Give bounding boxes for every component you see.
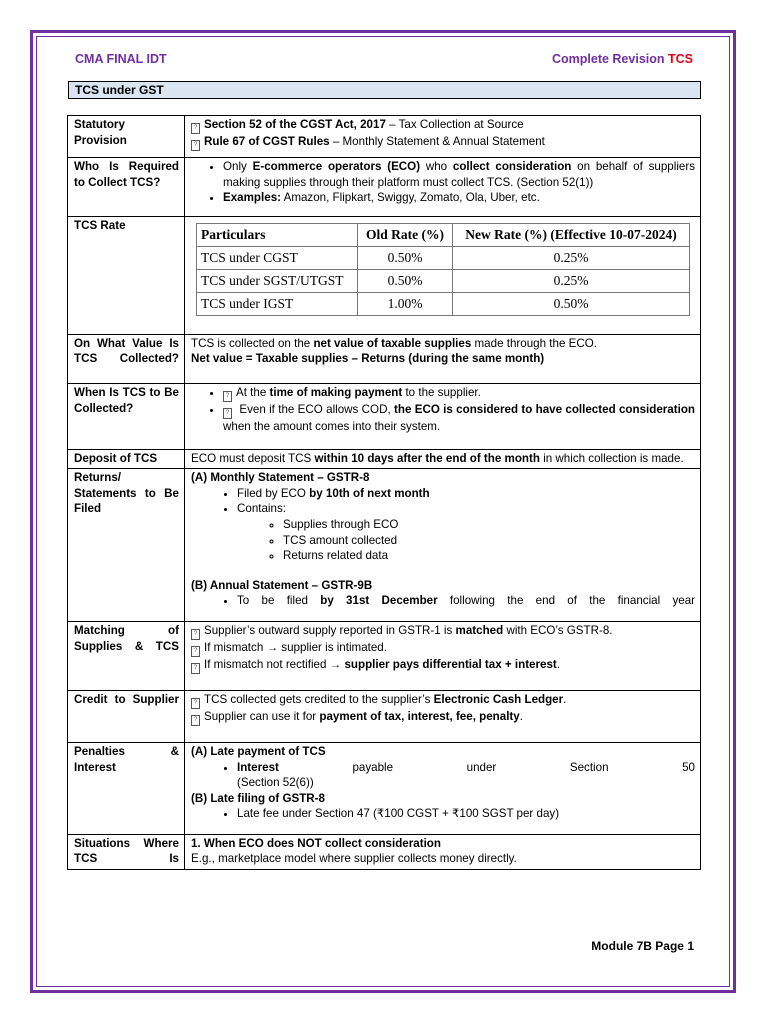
matching-line-1: [191, 623, 695, 640]
value-line-1: [191, 336, 695, 352]
matching-line-3: [191, 657, 695, 674]
label-statutory: Statutory Provision: [68, 116, 185, 158]
credit-line-1: [191, 692, 695, 709]
returns-a-bullet-2: [237, 501, 695, 563]
credit-l1-post: .: [563, 692, 567, 706]
rate-cell: 0.50%: [358, 269, 453, 292]
content-matching: [185, 621, 701, 690]
row-situations: [68, 834, 701, 869]
who-b1-post: on behalf of suppliers making supplies through their platform must collect TCS. (Section 52(1)): [223, 160, 696, 189]
when-b2-pre: Even if the ECO allows COD,: [239, 402, 394, 416]
returns-sub-list: [237, 517, 695, 564]
checkbox-icon: ?: [191, 646, 200, 657]
content-who: [185, 158, 701, 217]
returns-sub-item: ◦ TCS amount collected: [283, 533, 695, 549]
who-b1-pre: Only: [223, 160, 253, 173]
statutory-item-1-bold: Section 52 of the CGST Act, 2017: [204, 118, 386, 131]
deposit-post: in which collection is made.: [539, 451, 684, 465]
who-b2-rest: Amazon, Flipkart, Swiggy, Zomato, Ola, Uber, etc.: [281, 191, 540, 205]
penalties-b-bullet: • Late fee under Section 47 (₹100 CGST + ₹100 SGST per day): [237, 806, 695, 822]
label-rate: TCS Rate: [68, 216, 185, 334]
penalties-a-head: (A) Late payment of TCS: [191, 744, 326, 758]
who-bullet-2: [223, 190, 695, 206]
rate-cell: 1.00%: [358, 292, 453, 315]
matching-l3-pre: If mismatch not rectified →: [204, 657, 345, 671]
returns-b-head: (B) Annual Statement – GSTR-9B: [191, 578, 373, 592]
row-deposit: [68, 449, 701, 469]
checkbox-icon: ?: [191, 698, 200, 709]
returns-b-bullet-1: [237, 593, 695, 609]
rate-cell: TCS under CGST: [197, 246, 358, 269]
returns-a-b1-bold: by 10th of next month: [309, 486, 430, 500]
matching-l3-bold: supplier pays differential tax + interest: [344, 657, 557, 671]
value-l1-bold: net value of taxable supplies: [313, 336, 472, 350]
penalties-word: 50: [682, 760, 695, 774]
rate-cell: 0.50%: [358, 246, 453, 269]
label-credit: Credit to Supplier: [68, 690, 185, 742]
rate-cell: TCS under SGST/UTGST: [197, 269, 358, 292]
checkbox-icon: ?: [223, 391, 232, 402]
checkbox-icon: ?: [191, 140, 200, 151]
content-value: [185, 334, 701, 383]
content-credit: [185, 690, 701, 742]
credit-l1-bold: Electronic Cash Ledger: [433, 692, 564, 706]
penalties-word: • Interest: [237, 760, 279, 774]
matching-l1-bold: matched: [455, 623, 504, 637]
checkbox-icon: ?: [191, 663, 200, 674]
returns-sub-item: ◦ Supplies through ECO: [283, 517, 695, 533]
label-returns: Returns/ Statements to Be Filed: [68, 469, 185, 622]
statutory-item-1: [191, 117, 695, 134]
row-penalties: [68, 742, 701, 834]
row-value: [68, 334, 701, 383]
returns-b-b1-bold: by 31st December: [320, 594, 438, 608]
row-matching: [68, 621, 701, 690]
when-b2-post: when the amount comes into their system.: [223, 419, 441, 433]
penalties-a-list: [191, 760, 695, 791]
tcs-table: [67, 115, 701, 870]
returns-a-list: [191, 486, 695, 564]
checkbox-icon: ?: [223, 408, 232, 419]
returns-b-list: [191, 593, 695, 609]
situations-head: 1. When ECO does NOT collect consideration: [191, 836, 441, 850]
page-footer: Module 7B Page 1: [591, 939, 694, 953]
rate-table: [196, 223, 690, 316]
when-b1-pre: At the: [236, 385, 270, 399]
returns-sub-item: ◦ Returns related data: [283, 548, 695, 564]
content-statutory: [185, 116, 701, 158]
returns-a-b1-pre: Filed by ECO: [237, 486, 310, 500]
value-line-2: Net value = Taxable supplies – Returns (during the same month): [191, 352, 545, 366]
who-b1-mid: who: [420, 160, 453, 173]
when-bullet-1: [223, 385, 695, 402]
who-b2-bold: Examples:: [223, 191, 281, 205]
who-bullet-1: [223, 159, 695, 190]
who-b1-bold1: E-commerce operators (ECO): [252, 160, 421, 173]
content-when: [185, 383, 701, 449]
header-left: CMA FINAL IDT: [75, 52, 167, 66]
header-right-prefix: Complete Revision: [551, 52, 665, 66]
row-who: [68, 158, 701, 217]
rate-row-sgst: [197, 269, 690, 292]
label-penalties: Penalties & Interest: [68, 742, 185, 834]
returns-a-head: (A) Monthly Statement – GSTR-8: [191, 471, 370, 485]
penalties-b-list: [191, 806, 695, 822]
checkbox-icon: ?: [191, 123, 200, 134]
when-bullet-2: [223, 402, 695, 435]
rate-header-old: Old Rate (%): [358, 223, 453, 246]
rate-row-igst: [197, 292, 690, 315]
when-b1-bold: time of making payment: [269, 385, 403, 399]
matching-l3-post: .: [556, 657, 561, 671]
label-when: When Is TCS to Be Collected?: [68, 383, 185, 449]
penalties-word: payable: [352, 760, 394, 774]
who-b1-bold2: collect consideration: [452, 160, 572, 173]
row-when: [68, 383, 701, 449]
row-credit: [68, 690, 701, 742]
penalties-b-head: (B) Late filing of GSTR-8: [191, 791, 325, 805]
matching-line-2: [191, 640, 695, 657]
credit-l1-pre: TCS collected gets credited to the supplier’s: [204, 692, 434, 706]
rate-cell: 0.25%: [453, 269, 690, 292]
returns-b-b1-post: following the end of the financial year: [437, 594, 695, 608]
credit-line-2: [191, 709, 695, 726]
penalties-word: under: [466, 760, 497, 774]
when-b1-post: to the supplier.: [402, 385, 481, 399]
deposit-pre: ECO must deposit TCS: [191, 451, 315, 465]
content-deposit: [185, 449, 701, 469]
returns-a-bullet-1: [237, 486, 695, 502]
rate-header-row: [197, 223, 690, 246]
when-b2-bold: the ECO is considered to have collected consideration: [394, 402, 695, 416]
rate-cell: 0.50%: [453, 292, 690, 315]
label-deposit: Deposit of TCS: [68, 449, 185, 469]
credit-l2-bold: payment of tax, interest, fee, penalty: [319, 709, 520, 723]
content-penalties: [185, 742, 701, 834]
who-list: [191, 159, 695, 206]
matching-l1-pre: Supplier’s outward supply reported in GSTR-1 is: [204, 623, 456, 637]
content-situations: [185, 834, 701, 869]
label-matching: Matching of Supplies & TCS: [68, 621, 185, 690]
penalties-a-cont: (Section 52(6)): [237, 776, 314, 790]
statutory-item-1-rest: – Tax Collection at Source: [385, 118, 524, 131]
section-title: TCS under GST: [68, 81, 701, 99]
rate-row-cgst: [197, 246, 690, 269]
penalties-a-bullet: [237, 760, 695, 791]
penalties-word: Section: [569, 760, 609, 774]
rate-cell: TCS under IGST: [197, 292, 358, 315]
returns-b-b1-pre: To be filed: [237, 594, 321, 608]
rate-header-new: New Rate (%) (Effective 10-07-2024): [453, 223, 690, 246]
statutory-item-2-rest: – Monthly Statement & Annual Statement: [329, 135, 545, 148]
label-who: Who Is Required to Collect TCS?: [68, 158, 185, 217]
value-l1-post: made through the ECO.: [471, 336, 597, 350]
row-rate: [68, 216, 701, 334]
value-l1-pre: TCS is collected on the: [191, 336, 314, 350]
deposit-bold: within 10 days after the end of the month: [314, 451, 540, 465]
header-right-suffix: TCS: [668, 52, 693, 66]
matching-l1-post: with ECO’s GSTR-8.: [503, 623, 613, 637]
penalties-interest-line: [237, 760, 695, 776]
matching-l2: If mismatch → supplier is intimated.: [204, 640, 387, 654]
credit-l2-post: .: [519, 709, 523, 723]
checkbox-icon: ?: [191, 629, 200, 640]
credit-l2-pre: Supplier can use it for: [204, 709, 320, 723]
rate-cell: 0.25%: [453, 246, 690, 269]
header-right: [552, 52, 693, 66]
returns-a-b2: Contains:: [237, 502, 286, 516]
row-statutory: [68, 116, 701, 158]
checkbox-icon: ?: [191, 715, 200, 726]
statutory-item-2-bold: Rule 67 of CGST Rules: [204, 135, 330, 148]
situations-line: E.g., marketplace model where supplier collects money directly.: [191, 852, 517, 866]
statutory-item-2: [191, 134, 695, 151]
rate-header-particulars: Particulars: [197, 223, 358, 246]
content-rate: [185, 216, 701, 334]
row-returns: [68, 469, 701, 622]
label-value: On What Value Is TCS Collected?: [68, 334, 185, 383]
content-returns: [185, 469, 701, 622]
label-situations: Situations Where TCS Is: [68, 834, 185, 869]
when-list: [191, 385, 695, 435]
